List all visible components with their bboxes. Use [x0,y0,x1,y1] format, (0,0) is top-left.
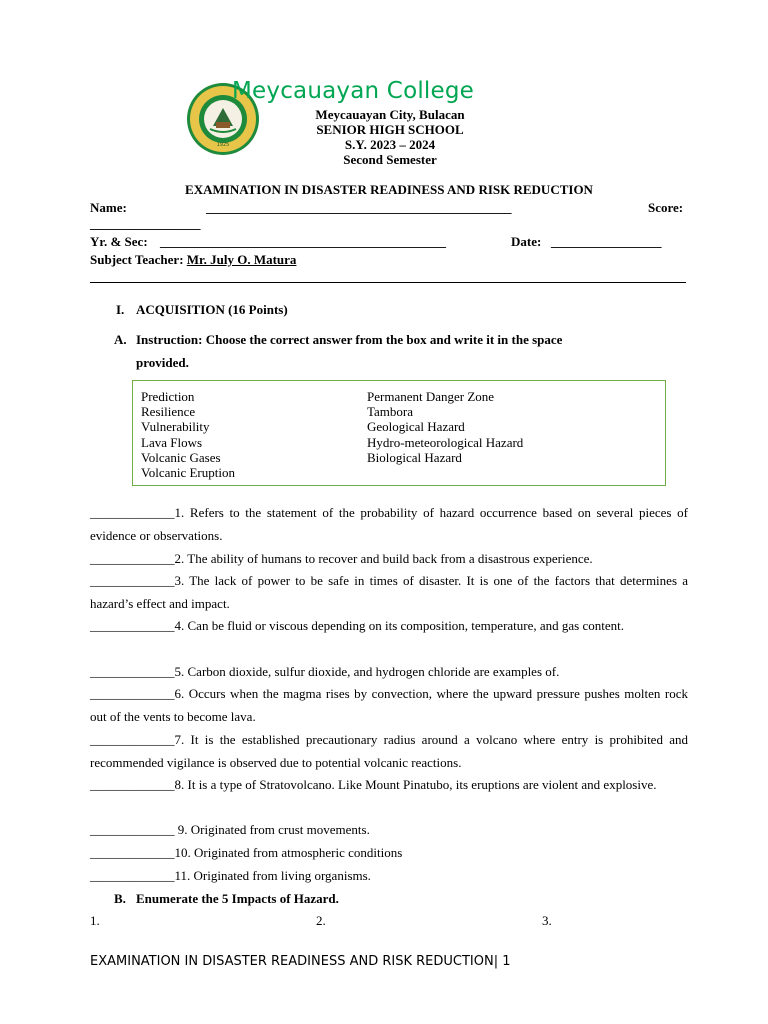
choices-left-column [141,389,235,480]
answer-blank[interactable]: _____________ [90,732,175,747]
choices-right-column [367,389,523,465]
question-text: 9. Originated from crust movements. [177,822,370,837]
header-divider [90,282,686,283]
question-text: 11. Originated from living organisms. [174,868,371,883]
question-text: 7. It is the established precautionary radius around a volcano where entry is prohibited and recommended vigilance is observed due to potential volcanic reactions. [90,732,688,770]
answer-blank[interactable]: _____________ [90,573,175,588]
question-text: 6. Occurs when the magma rises by convection, where the upward pressure pushes molten rock out of the vents to become lava. [90,686,688,724]
answer-blank[interactable]: _____________ [90,505,175,520]
section-title: ACQUISITION (16 Points) [136,302,288,317]
choice-item: Tambora [367,404,414,420]
question-text: 10. Originated from atmospheric conditions [174,845,403,860]
question-text: 5. Carbon dioxide, sulfur dioxide, and hydrogen chloride are examples of. [174,664,560,679]
question-item [90,683,688,728]
answer-blank[interactable]: _____________ [90,618,175,633]
exam-title: EXAMINATION IN DISASTER READINESS AND RISK REDUCTION [185,182,593,197]
date-line[interactable]: _________________ [551,234,662,249]
choice-item: Permanent Danger Zone [367,389,495,404]
name-label: Name: [90,200,127,215]
part-a-letter: A. [114,332,127,347]
score-label: Score: [648,200,684,215]
college-name: Meycauayan College [232,78,475,104]
answer-blank[interactable]: _____________ [90,845,175,860]
choice-item: Resilience [141,404,196,420]
subject-teacher-label: Subject Teacher: [90,252,184,267]
question-item [90,502,688,547]
section-numeral: I. [116,302,125,317]
enumeration-item: 3. [542,913,552,928]
question-item [90,842,688,865]
subject-teacher-name: Mr. July O. Matura [186,252,297,267]
question-text: 3. The lack of power to be safe in times of disaster. It is one of the factors that determines a hazard’s effect and impact. [90,573,688,611]
choice-item: Vulnerability [141,419,210,435]
question-item [90,548,688,571]
choice-item: Volcanic Eruption [141,465,235,481]
choice-item: Prediction [141,389,195,404]
answer-choices-box [132,380,666,486]
question-item [90,819,688,842]
part-a-instruction-1: Instruction: Choose the correct answer from the box and write it in the space [136,332,563,347]
choice-item: Biological Hazard [367,449,462,465]
school-year: S.Y. 2023 – 2024 [344,137,436,152]
svg-text:1925: 1925 [216,142,230,148]
question-item [90,865,688,888]
page-footer: EXAMINATION IN DISASTER READINESS AND RISK REDUCTION| 1 [90,954,511,969]
question-item [90,729,688,774]
answer-blank[interactable]: _____________ [90,686,175,701]
semester: Second Semester [343,152,437,167]
question-item [90,774,688,797]
answer-blank[interactable]: _____________ [90,664,175,679]
answer-blank[interactable]: _____________ [90,822,178,837]
question-item [90,615,688,638]
choice-item: Hydro-meteorological Hazard [367,434,524,450]
answer-blank[interactable]: _____________ [90,551,175,566]
choice-item: Lava Flows [141,434,203,450]
question-text: 2. The ability of humans to recover and build back from a disastrous experience. [174,551,593,566]
school-location: Meycauayan City, Bulacan [315,107,465,122]
part-a-instruction-2: provided. [136,355,189,370]
name-line[interactable]: _______________________________________________ [206,200,512,215]
question-text: 8. It is a type of Stratovolcano. Like Mount Pinatubo, its eruptions are violent and explosive. [174,777,657,792]
question-item [90,570,688,615]
choice-item: Geological Hazard [367,419,465,435]
part-b-title: Enumerate the 5 Impacts of Hazard. [136,891,339,906]
choice-item: Volcanic Gases [141,449,221,465]
question-text: 1. Refers to the statement of the probability of hazard occurrence based on several pieces of evidence or observations. [90,505,688,543]
part-b-letter: B. [114,891,126,906]
enumeration-item: 2. [316,913,326,928]
enumeration-item: 1. [90,913,100,928]
subject-teacher-row [90,252,296,268]
answer-blank[interactable]: _____________ [90,868,175,883]
question-text: 4. Can be fluid or viscous depending on its composition, temperature, and gas content. [174,618,624,633]
answer-blank[interactable]: _____________ [90,777,175,792]
date-label: Date: [511,234,542,249]
school-division: SENIOR HIGH SCHOOL [316,122,464,137]
question-item [90,661,688,684]
score-line[interactable]: _________________ [90,216,201,231]
yr-sec-label: Yr. & Sec: [90,234,148,249]
yr-sec-line[interactable]: ____________________________________________ [160,234,446,249]
